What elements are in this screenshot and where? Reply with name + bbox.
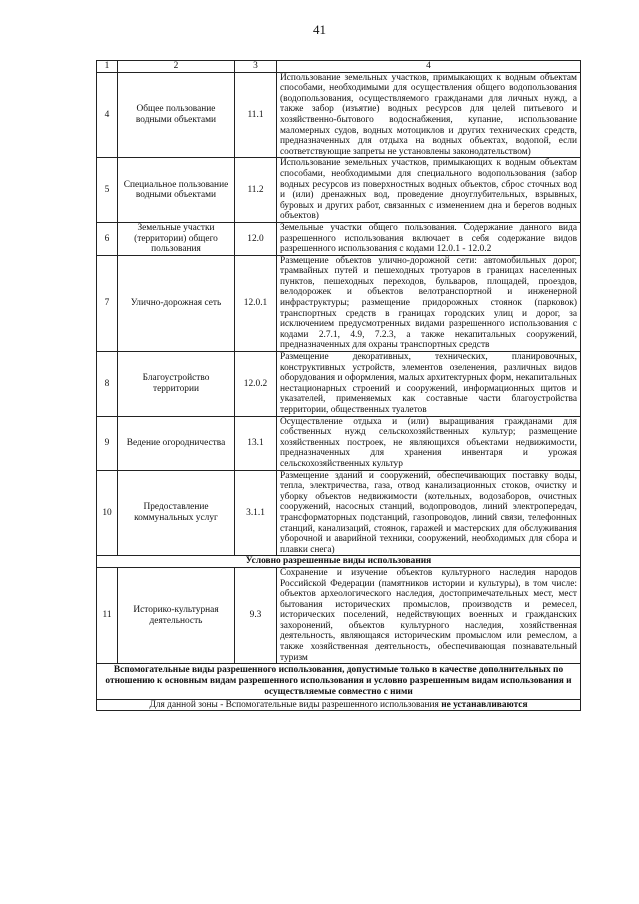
aux-note-prefix: Для данной зоны - Вспомогательные виды разрешенного использования	[149, 699, 442, 710]
use-type-description: Осуществление отдыха и (или) выращивания гражданами для собственных нужд сельскохозяйственных культур; размещение хозяйственных построек, не являющихся объектами недвижимости, предназначенных для хранения инвентаря и урожая сельскохозяйственных культур	[277, 416, 581, 470]
table-row	[97, 416, 581, 470]
use-type-name: Предоставление коммунальных услуг	[118, 470, 235, 556]
table-row	[97, 72, 581, 158]
section-heading-row	[97, 556, 581, 568]
row-number: 10	[97, 470, 118, 556]
use-type-code: 12.0.1	[235, 255, 277, 351]
row-number: 5	[97, 158, 118, 223]
aux-note	[97, 699, 581, 711]
use-type-name: Ведение огородничества	[118, 416, 235, 470]
use-type-code: 9.3	[235, 567, 277, 663]
land-use-table	[96, 60, 581, 711]
use-type-description: Использование земельных участков, примыкающих к водным объектам способами, необходимыми для специального водопользования (забор водных ресурсов из поверхностных водных объектов, сброс сточных вод и (или) дренажных вод, проведение дноуглубительных, взрывных, буровых и других работ, связанных с изменением дна и берегов водных объектов)	[277, 158, 581, 223]
table-row	[97, 470, 581, 556]
aux-heading: Вспомогательные виды разрешенного использования, допустимые только в качестве дополнительных по отношению к основным видам разрешенного использования и условно разрешенным видам использования и осуществляемые совместно с ними	[97, 664, 581, 699]
use-type-name: Улично-дорожная сеть	[118, 255, 235, 351]
use-type-code: 12.0.2	[235, 352, 277, 417]
use-type-description: Земельные участки общего пользования. Содержание данного вида разрешенного использования включает в себя содержание видов разрешенного использования с кодами 12.0.1 - 12.0.2	[277, 222, 581, 255]
use-type-description: Размещение зданий и сооружений, обеспечивающих поставку воды, тепла, электричества, газа, отвод канализационных стоков, очистку и уборку объектов недвижимости (котельных, водозаборов, очистных сооружений, насосных станций, водопроводов, линий электропередач, трансформаторных подстанций, газопроводов, линий связи, телефонных станций, канализаций, стоянок, гаражей и мастерских для обслуживания уборочной и аварийной техники, сооружений, необходимых для сбора и плавки снега)	[277, 470, 581, 556]
row-number: 11	[97, 567, 118, 663]
use-type-description: Размещение объектов улично-дорожной сети: автомобильных дорог, трамвайных путей и пешеходных тротуаров в границах населенных пунктов, пешеходных переходов, бульваров, площадей, проездов, велодорожек и объектов велотранспортной и инженерной инфраструктуры; размещение придорожных стоянок (парковок) транспортных средств в границах городских улиц и дорог, за исключением предусмотренных видами разрешенного использования с кодами 2.7.1, 4.9, 7.2.3, а также некапитальных сооружений, предназначенных для охраны транспортных средств	[277, 255, 581, 351]
table-row	[97, 222, 581, 255]
use-type-code: 13.1	[235, 416, 277, 470]
table-row	[97, 255, 581, 351]
table-row	[97, 352, 581, 417]
use-type-name: Историко-культурная деятельность	[118, 567, 235, 663]
use-type-code: 11.2	[235, 158, 277, 223]
page-number: 41	[313, 22, 326, 37]
table-row	[97, 567, 581, 663]
use-type-name: Земельные участки (территории) общего пользования	[118, 222, 235, 255]
use-type-code: 12.0	[235, 222, 277, 255]
table-row	[97, 158, 581, 223]
row-number: 8	[97, 352, 118, 417]
row-number: 4	[97, 72, 118, 158]
use-type-description: Использование земельных участков, примыкающих к водным объектам способами, необходимыми для осуществления общего водопользования (водопользования, осуществляемого гражданами для личных нужд, а также забор (изъятие) водных ресурсов для целей питьевого и хозяйственно-бытового водоснабжения, купание, использование маломерных судов, водных мотоциклов и других технических средств, предназначенных для отдыха на водных объектах, водопой, если соответствующие запреты не установлены законодательством)	[277, 72, 581, 158]
row-number: 6	[97, 222, 118, 255]
table-header-row	[97, 61, 581, 73]
header-cell-4: 4	[277, 61, 581, 73]
aux-note-emphasis: не устанавливаются	[441, 699, 528, 710]
aux-note-row	[97, 699, 581, 711]
aux-heading-row	[97, 664, 581, 699]
header-cell-3: 3	[235, 61, 277, 73]
header-cell-1: 1	[97, 61, 118, 73]
use-type-description: Размещение декоративных, технических, планировочных, конструктивных устройств, элементов озеленения, различных видов оборудования и оформления, малых архитектурных форм, некапитальных нестационарных строений и сооружений, информационных щитов и указателей, применяемых как составные части благоустройства территории, общественных туалетов	[277, 352, 581, 417]
header-cell-2: 2	[118, 61, 235, 73]
use-type-code: 11.1	[235, 72, 277, 158]
section-heading-conditional: Условно разрешенные виды использования	[97, 556, 581, 568]
row-number: 9	[97, 416, 118, 470]
use-type-description: Сохранение и изучение объектов культурного наследия народов Российской Федерации (памятников истории и культуры), в том числе: объектов археологического наследия, достопримечательных мест, мест бытования исторических промыслов, производств и ремесел, исторических поселений, недействующих военных и гражданских захоронений, объектов культурного наследия, хозяйственная деятельность, являющаяся историческим промыслом или ремеслом, а также хозяйственная деятельность, обеспечивающая познавательный туризм	[277, 567, 581, 663]
use-type-name: Специальное пользование водными объектами	[118, 158, 235, 223]
use-type-name: Благоустройство территории	[118, 352, 235, 417]
use-type-code: 3.1.1	[235, 470, 277, 556]
row-number: 7	[97, 255, 118, 351]
use-type-name: Общее пользование водными объектами	[118, 72, 235, 158]
